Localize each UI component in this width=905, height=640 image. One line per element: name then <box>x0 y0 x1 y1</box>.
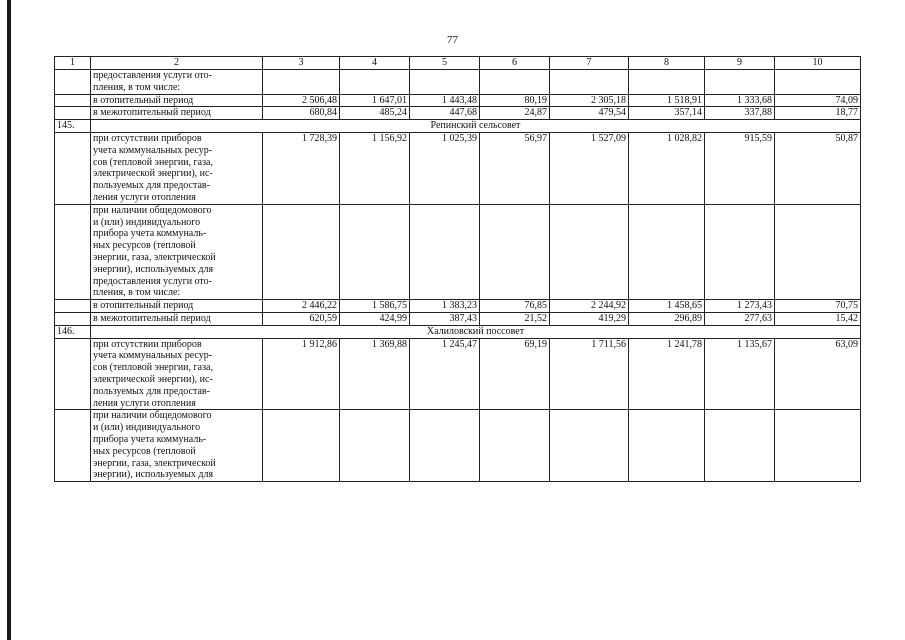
section-title: Репинский сельсовет <box>91 120 861 133</box>
value-col-5 <box>410 204 480 299</box>
value-col-7: 2 305,18 <box>550 94 629 107</box>
value-col-6: 80,19 <box>480 94 550 107</box>
column-header-6: 6 <box>480 57 550 70</box>
section-title: Халиловский поссовет <box>91 325 861 338</box>
row-description <box>91 338 263 410</box>
value-col-9 <box>705 410 775 482</box>
value-col-5 <box>410 410 480 482</box>
value-col-4: 1 647,01 <box>340 94 410 107</box>
description-line: электрической энергии), ис- <box>93 373 213 385</box>
column-number-row <box>55 57 861 70</box>
value-col-3: 620,59 <box>263 312 340 325</box>
description-line: при отсутствии приборов <box>93 338 202 350</box>
value-col-9 <box>705 204 775 299</box>
value-col-6 <box>480 204 550 299</box>
value-col-3: 680,84 <box>263 107 340 120</box>
value-col-8 <box>629 410 705 482</box>
description-line: пользуемых для предостав- <box>93 385 210 397</box>
description-line: в межотопительный период <box>93 312 211 324</box>
description-line: и (или) индивидуального <box>93 422 201 434</box>
table-row <box>55 132 861 204</box>
value-col-3: 1 912,86 <box>263 338 340 410</box>
value-col-5: 387,43 <box>410 312 480 325</box>
section-row <box>55 120 861 133</box>
description-line: предоставления услуги ото- <box>93 275 213 287</box>
value-col-4 <box>340 410 410 482</box>
column-header-7: 7 <box>550 57 629 70</box>
value-col-7 <box>550 204 629 299</box>
value-col-10: 15,42 <box>775 312 861 325</box>
row-code <box>55 107 91 120</box>
column-header-1: 1 <box>55 57 91 70</box>
value-col-3 <box>263 410 340 482</box>
column-header-3: 3 <box>263 57 340 70</box>
value-col-10: 70,75 <box>775 300 861 313</box>
value-col-7: 419,29 <box>550 312 629 325</box>
value-col-9: 1 135,67 <box>705 338 775 410</box>
value-col-4 <box>340 70 410 95</box>
value-col-9: 337,88 <box>705 107 775 120</box>
table-row <box>55 204 861 299</box>
table-row <box>55 312 861 325</box>
value-col-9: 915,59 <box>705 132 775 204</box>
value-col-10: 63,09 <box>775 338 861 410</box>
table-row <box>55 107 861 120</box>
row-code <box>55 312 91 325</box>
value-col-10: 74,09 <box>775 94 861 107</box>
value-col-8: 296,89 <box>629 312 705 325</box>
value-col-8: 1 028,82 <box>629 132 705 204</box>
row-description <box>91 204 263 299</box>
description-line: ления услуги отопления <box>93 191 196 203</box>
row-code <box>55 94 91 107</box>
row-code <box>55 338 91 410</box>
column-header-2: 2 <box>91 57 263 70</box>
value-col-10: 18,77 <box>775 107 861 120</box>
value-col-4: 1 369,88 <box>340 338 410 410</box>
description-line: в межотопительный период <box>93 107 211 119</box>
value-col-4: 424,99 <box>340 312 410 325</box>
value-col-8 <box>629 204 705 299</box>
description-line: электрической энергии), ис- <box>93 168 213 180</box>
description-line: прибора учета коммуналь- <box>93 228 207 240</box>
row-description <box>91 132 263 204</box>
description-line: пользуемых для предостав- <box>93 180 210 192</box>
value-col-8: 1 241,78 <box>629 338 705 410</box>
value-col-7: 2 244,92 <box>550 300 629 313</box>
value-col-4: 485,24 <box>340 107 410 120</box>
value-col-3: 2 446,22 <box>263 300 340 313</box>
value-col-10 <box>775 410 861 482</box>
value-col-7 <box>550 70 629 95</box>
value-col-7: 1 711,56 <box>550 338 629 410</box>
row-code <box>55 410 91 482</box>
row-description <box>91 107 263 120</box>
value-col-5 <box>410 70 480 95</box>
value-col-4: 1 156,92 <box>340 132 410 204</box>
description-line: при отсутствии приборов <box>93 132 202 144</box>
value-col-5: 1 245,47 <box>410 338 480 410</box>
value-col-3: 1 728,39 <box>263 132 340 204</box>
value-col-5: 1 443,48 <box>410 94 480 107</box>
row-description <box>91 70 263 95</box>
description-line: ления услуги отопления <box>93 397 196 409</box>
row-code <box>55 132 91 204</box>
row-code <box>55 300 91 313</box>
row-code <box>55 204 91 299</box>
table-row <box>55 300 861 313</box>
row-description <box>91 300 263 313</box>
description-line: в отопительный период <box>93 94 194 106</box>
description-line: ных ресурсов (тепловой <box>93 445 196 457</box>
table-row <box>55 70 861 95</box>
value-col-10 <box>775 70 861 95</box>
row-description <box>91 312 263 325</box>
page-number: 77 <box>447 34 458 46</box>
value-col-4: 1 586,75 <box>340 300 410 313</box>
description-line: энергии, газа, электрической <box>93 251 216 263</box>
description-line: пления, в том числе: <box>93 81 181 93</box>
description-line: учета коммунальных ресур- <box>93 350 213 362</box>
value-col-7: 479,54 <box>550 107 629 120</box>
value-col-7: 1 527,09 <box>550 132 629 204</box>
tariff-table <box>54 56 861 482</box>
description-line: при наличии общедомового <box>93 410 212 422</box>
description-line: сов (тепловой энергии, газа, <box>93 362 213 374</box>
description-line: и (или) индивидуального <box>93 216 201 228</box>
value-col-5: 447,68 <box>410 107 480 120</box>
value-col-6: 56,97 <box>480 132 550 204</box>
description-line: ных ресурсов (тепловой <box>93 240 196 252</box>
value-col-3: 2 506,48 <box>263 94 340 107</box>
column-header-5: 5 <box>410 57 480 70</box>
column-header-9: 9 <box>705 57 775 70</box>
description-line: при наличии общедомового <box>93 204 212 216</box>
row-description <box>91 410 263 482</box>
value-col-3 <box>263 70 340 95</box>
description-line: пления, в том числе: <box>93 287 181 299</box>
value-col-6 <box>480 70 550 95</box>
description-line: в отопительный период <box>93 300 194 312</box>
description-line: энергии), используемых для <box>93 263 214 275</box>
value-col-9 <box>705 70 775 95</box>
section-code: 146. <box>55 325 91 338</box>
value-col-8: 1 458,65 <box>629 300 705 313</box>
value-col-6: 24,87 <box>480 107 550 120</box>
description-line: энергии), используемых для <box>93 469 214 481</box>
value-col-9: 1 273,43 <box>705 300 775 313</box>
value-col-9: 277,63 <box>705 312 775 325</box>
value-col-10: 50,87 <box>775 132 861 204</box>
table-body <box>55 57 861 482</box>
value-col-8: 357,14 <box>629 107 705 120</box>
row-description <box>91 94 263 107</box>
value-col-6: 21,52 <box>480 312 550 325</box>
description-line: энергии, газа, электрической <box>93 457 216 469</box>
description-line: учета коммунальных ресур- <box>93 144 213 156</box>
row-code <box>55 70 91 95</box>
value-col-8: 1 518,91 <box>629 94 705 107</box>
value-col-5: 1 383,23 <box>410 300 480 313</box>
column-header-10: 10 <box>775 57 861 70</box>
section-row <box>55 325 861 338</box>
value-col-9: 1 333,68 <box>705 94 775 107</box>
description-line: прибора учета коммуналь- <box>93 433 207 445</box>
value-col-5: 1 025,39 <box>410 132 480 204</box>
value-col-10 <box>775 204 861 299</box>
value-col-3 <box>263 204 340 299</box>
value-col-6: 69,19 <box>480 338 550 410</box>
description-line: сов (тепловой энергии, газа, <box>93 156 213 168</box>
table-row <box>55 94 861 107</box>
table-row <box>55 338 861 410</box>
column-header-4: 4 <box>340 57 410 70</box>
description-line: предоставления услуги ото- <box>93 70 213 81</box>
column-header-8: 8 <box>629 57 705 70</box>
table-row <box>55 410 861 482</box>
value-col-6 <box>480 410 550 482</box>
value-col-7 <box>550 410 629 482</box>
section-code: 145. <box>55 120 91 133</box>
value-col-4 <box>340 204 410 299</box>
value-col-8 <box>629 70 705 95</box>
value-col-6: 76,85 <box>480 300 550 313</box>
page-binding-edge <box>7 0 11 640</box>
